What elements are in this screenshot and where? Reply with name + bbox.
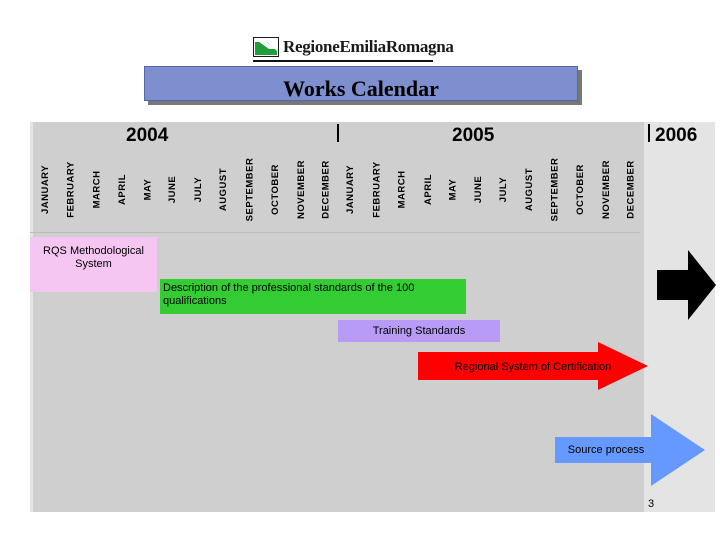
regional-certification-label: Regional System of Certification <box>454 361 612 373</box>
month-label: MARCH <box>396 170 408 209</box>
month-label: APRIL <box>422 174 434 205</box>
month-label: SEPTEMBER <box>549 157 561 222</box>
month-label: DECEMBER <box>320 160 332 219</box>
month-label: JANUARY <box>345 164 357 215</box>
month-label: DECEMBER <box>625 160 637 219</box>
month-label: OCTOBER <box>269 164 281 215</box>
month-label: FEBRUARY <box>371 161 383 218</box>
month-label: MAY <box>142 178 154 201</box>
month-label: MARCH <box>91 170 103 209</box>
month-label: FEBRUARY <box>65 161 77 218</box>
month-label: JULY <box>498 176 510 203</box>
month-label: AUGUST <box>218 167 230 212</box>
region-logo-text: RegioneEmiliaRomagna <box>283 37 454 56</box>
training-standards-bar: Training Standards <box>338 320 500 342</box>
month-label: JANUARY <box>40 164 52 215</box>
source-process-label: Source process <box>567 444 645 456</box>
month-label: NOVEMBER <box>600 160 612 219</box>
year-label-2005: 2005 <box>452 125 495 146</box>
year-label-2004: 2004 <box>126 125 169 146</box>
page-number: 3 <box>648 498 655 510</box>
month-label: MAY <box>447 178 459 201</box>
month-label: JULY <box>193 176 205 203</box>
rqs-methodological-system-bar: RQS Methodological System <box>30 237 157 292</box>
month-label: JUNE <box>167 175 179 204</box>
description-standards-bar: Description of the professional standards of the 100 qualifications <box>160 279 466 314</box>
month-label: NOVEMBER <box>295 160 307 219</box>
continuation-arrow-icon <box>657 250 716 320</box>
page-title: Works Calendar <box>283 76 439 101</box>
month-label: AUGUST <box>524 167 536 212</box>
month-label: JUNE <box>473 175 485 204</box>
month-label: APRIL <box>116 174 128 205</box>
year-label-2006: 2006 <box>655 125 698 146</box>
month-label: OCTOBER <box>574 164 586 215</box>
month-label: SEPTEMBER <box>244 157 256 222</box>
